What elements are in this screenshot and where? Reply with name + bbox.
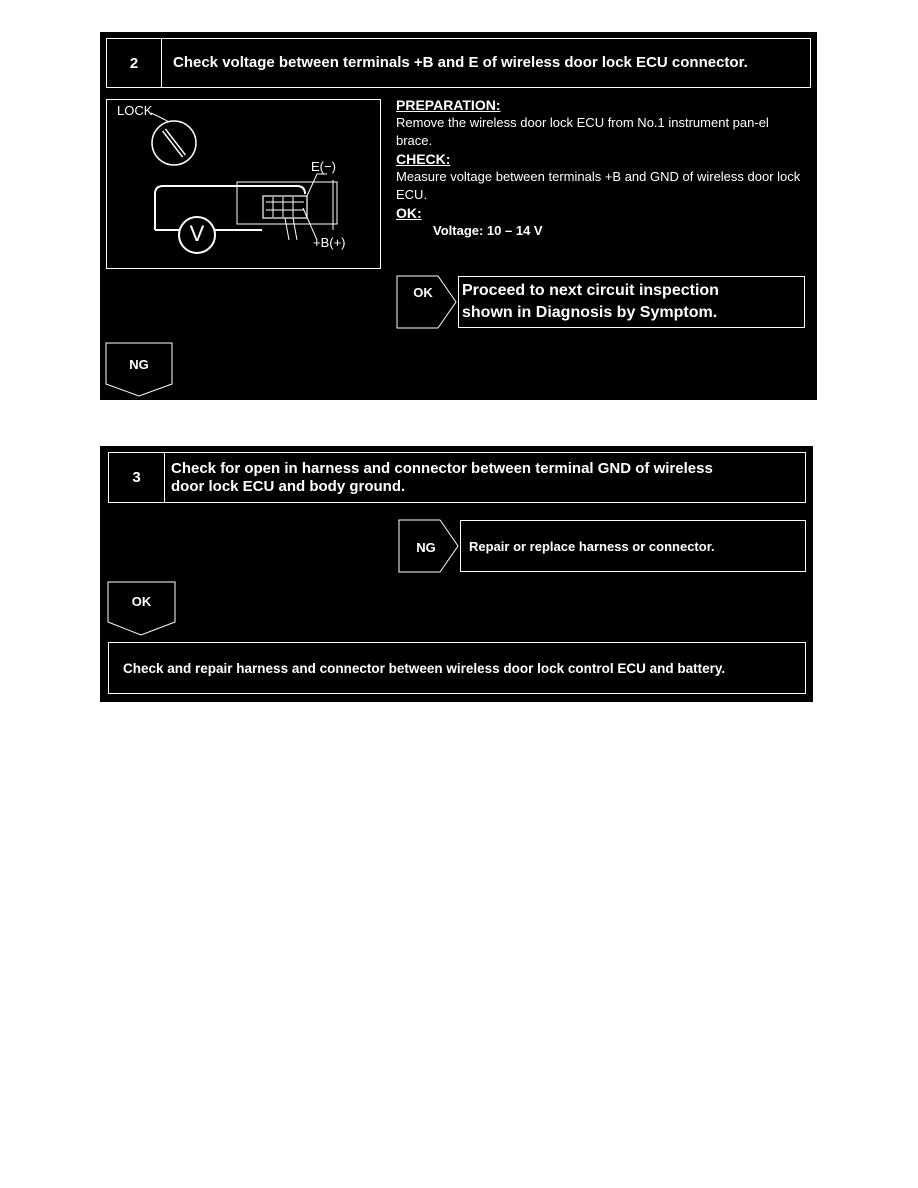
- step-2-panel: [100, 32, 817, 400]
- step-number: 2: [107, 39, 162, 87]
- ng-tag: NG: [129, 357, 149, 372]
- ok-result-line1: Proceed to next circuit inspection: [462, 282, 719, 299]
- step-number: 3: [109, 453, 165, 502]
- ok-label: OK:: [396, 205, 422, 221]
- preparation-label: PREPARATION:: [396, 97, 501, 113]
- lock-label: LOCK: [117, 103, 153, 118]
- ok-result-box: [458, 276, 805, 328]
- voltmeter-label: V: [189, 221, 205, 246]
- ng-tag: NG: [416, 540, 436, 555]
- step-2-result-shapes: [100, 32, 817, 400]
- preparation-text: Remove the wireless door lock ECU from No.1 instrument pan-el brace.: [396, 115, 769, 148]
- ok-result-line2: shown in Diagnosis by Symptom.: [462, 304, 718, 321]
- ok-value: Voltage: 10 – 14 V: [433, 223, 543, 238]
- step-title: Check voltage between terminals +B and E of wireless door lock ECU connector.: [173, 54, 748, 71]
- ok-arrow-icon: [397, 276, 456, 328]
- ok-tag: OK: [131, 594, 152, 609]
- check-label: CHECK:: [396, 151, 451, 167]
- final-action-box: Check and repair harness and connector between wireless door lock control ECU and battery.: [108, 642, 806, 694]
- step-3-panel: [100, 446, 813, 702]
- battery-terminal-label: +B(+): [313, 235, 346, 250]
- check-text: Measure voltage between terminals +B and GND of wireless door lock ECU.: [396, 169, 801, 202]
- ground-terminal-label: E(−): [311, 159, 336, 174]
- step-title-line1: Check for open in harness and connector between terminal GND of wireless: [171, 459, 713, 477]
- ok-tag: OK: [413, 285, 433, 300]
- step-title-line2: door lock ECU and body ground.: [171, 477, 406, 495]
- ng-result-box: Repair or replace harness or connector.: [460, 520, 806, 572]
